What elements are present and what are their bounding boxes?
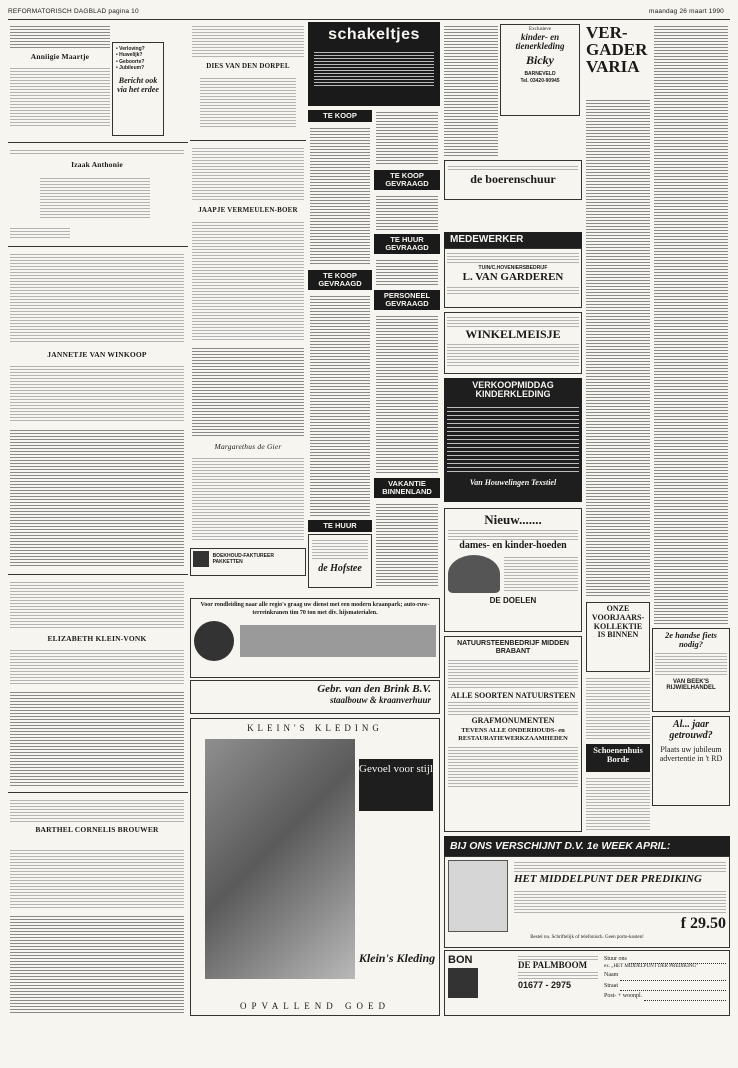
bookhouse-title: BOEKHOUD-FAKTUREER PAKKETTEN xyxy=(212,552,274,565)
brink-tag: staalbouw & kraanverhuur xyxy=(329,695,431,705)
brink-name: Gebr. van den Brink B.V. xyxy=(317,683,431,695)
divider xyxy=(8,142,188,143)
text-block xyxy=(448,700,578,716)
winkelmeisje-ad xyxy=(444,312,582,374)
text-block xyxy=(192,456,304,540)
text-block xyxy=(447,251,579,265)
medewerker-banner: MEDEWERKER xyxy=(444,232,582,248)
notice-box xyxy=(112,42,164,136)
middelpunt-ad xyxy=(444,856,730,948)
coupon-row-street xyxy=(604,981,726,991)
text-block xyxy=(376,314,438,474)
text-block xyxy=(376,194,438,230)
schoenenhuis-logo: Schoenenhuis Borde xyxy=(586,744,650,772)
middelpunt-title: HET MIDDELPUNT DER PREDIKING xyxy=(514,873,702,885)
coupon-row-city xyxy=(604,991,726,1001)
text-block xyxy=(586,676,650,740)
model-photo xyxy=(205,739,355,979)
divider xyxy=(190,140,306,141)
natuur-ad xyxy=(444,636,582,832)
birth-name: Anniigie Maartje xyxy=(30,52,90,61)
section-te-huur-gevraagd: TE HUUR GEVRAAGD xyxy=(374,234,440,254)
divider xyxy=(8,792,188,793)
section-te-koop-gevraagd-b: TE KOOP GEVRAAGD xyxy=(374,170,440,190)
text-block xyxy=(655,651,727,677)
text-block xyxy=(312,538,368,560)
text-block xyxy=(192,220,304,340)
text-block xyxy=(447,404,579,474)
kinder-line1: Exclusieve xyxy=(529,27,551,32)
text-block xyxy=(654,24,728,624)
price-value: 29.50 xyxy=(690,914,726,932)
nieuw-ad xyxy=(444,508,582,632)
text-block xyxy=(10,648,184,684)
voorjaars-title: ONZE VOORJAARS-KOLLEKTIE IS BINNEN xyxy=(591,604,645,640)
elizabeth-name: ELIZABETH KLEIN-VONK xyxy=(47,634,147,643)
text-block xyxy=(40,176,150,220)
text-block xyxy=(444,24,498,156)
notice-slogan: Bericht ook via het erdee xyxy=(117,76,159,94)
brink-logo-icon xyxy=(194,621,234,661)
divider xyxy=(8,574,188,575)
vergader-line3: VARIA xyxy=(586,57,640,76)
text-block xyxy=(518,970,598,980)
crane-ad xyxy=(190,598,440,678)
klein-ad xyxy=(190,718,440,1016)
brink-ad xyxy=(190,680,440,714)
section-te-huur: TE HUUR xyxy=(308,520,372,532)
page-header-right: maandag 26 maart 1990 xyxy=(648,8,724,15)
text-block xyxy=(192,146,304,202)
text-block xyxy=(10,364,184,422)
text-block xyxy=(447,285,579,295)
klein-slogan: Gevoel voor stijl xyxy=(359,759,433,811)
kinder-brand: Bicky xyxy=(526,53,554,68)
section-te-koop-gevraagd: TE KOOP GEVRAAGD xyxy=(308,270,372,290)
text-block xyxy=(376,258,438,286)
section-te-koop: TE KOOP xyxy=(308,110,372,122)
text-block xyxy=(376,110,438,166)
kinder-line2: kinder- en xyxy=(520,32,560,43)
text-block xyxy=(192,24,304,58)
crane-text: Voor rondleiding naar alle regio's graag uw dienst met een modern kraanpark; auto-ruw-terreinkranen tim 70 ton met div. hijsmaterialen. xyxy=(200,602,430,616)
text-block xyxy=(448,658,578,688)
beeks-name: VAN BEEK'S RIJWIELHANDEL xyxy=(666,678,716,691)
vergader-line2: GADER xyxy=(586,40,648,59)
section-personeel: PERSONEEL GEVRAAGD xyxy=(374,290,440,310)
text-block xyxy=(586,98,650,598)
verkoop-slogan: Van Houwelingen Texstiel xyxy=(469,477,557,487)
schakeltjes-header xyxy=(308,22,440,106)
bullet-item: • Geboorte? xyxy=(116,58,145,65)
jubileum-sub: Plaats uw jubileum advertentie in 't RD xyxy=(659,745,723,764)
jubileum-ad xyxy=(652,716,730,806)
text-block xyxy=(10,914,184,1014)
coupon-label: Post- + woonpl. xyxy=(604,992,643,999)
gardener-subtitle: TUIN/C.HOVENIERSBEDRIJF xyxy=(478,265,548,271)
natuur-line3: TEVENS ALLE ONDERHOUDS- en RESTAURATIEWERKZAAMHEDEN xyxy=(458,727,568,742)
nieuw-title: Nieuw....... xyxy=(484,512,542,527)
bookhouse-logo-icon xyxy=(193,551,209,567)
fiets-title: 2e handse fiets nodig? xyxy=(665,630,717,649)
bookhouse-ad xyxy=(190,548,306,576)
bullet-item: • Huwelijk? xyxy=(116,52,143,59)
coupon-label: Stuur ons xyxy=(604,956,627,962)
verkoop-title: VERKOOPMIDDAG KINDERKLEDING xyxy=(472,380,554,400)
hat-icon xyxy=(448,555,500,593)
name-field[interactable] xyxy=(620,970,726,980)
jaapje-name: JAAPJE VERMEULEN-BOER xyxy=(198,206,298,214)
vergader-varia-header xyxy=(586,24,650,94)
page-header-left: REFORMATORISCH DAGBLAD pagina 10 xyxy=(8,8,139,15)
text-block xyxy=(504,555,578,593)
text-block xyxy=(447,315,579,327)
divider xyxy=(8,246,188,247)
dorpel-name: DIES VAN DEN DORPEL xyxy=(206,62,290,70)
text-block xyxy=(376,502,438,588)
text-block xyxy=(314,50,434,86)
barthel-name: BARTHEL CORNELIS BROUWER xyxy=(35,825,159,834)
publisher-name: DE PALMBOOM xyxy=(518,960,588,970)
coupon-suffix: ex. „HET MIDDELPUNT DER PREDIKING" xyxy=(604,964,699,970)
klein-bottom: OPVALLEND GOED xyxy=(239,1001,391,1011)
natuur-line1: ALLE SOORTEN NATUURSTEEN xyxy=(450,691,576,701)
text-block xyxy=(10,252,184,344)
text-block xyxy=(10,580,184,628)
vergader-line1: VER- xyxy=(586,23,628,42)
middelpunt-price xyxy=(514,915,726,933)
text-block xyxy=(10,798,184,822)
city-field[interactable] xyxy=(644,991,726,1001)
header-rule xyxy=(8,19,730,20)
klein-top: KLEIN'S KLEDING xyxy=(247,723,383,733)
hofstee-ad xyxy=(308,534,372,588)
text-block xyxy=(10,690,184,786)
text-block xyxy=(310,126,370,266)
section-vakantie-binnenland: VAKANTIE BINNENLAND xyxy=(374,478,440,498)
natuur-line2: GRAFMONUMENTEN xyxy=(471,716,555,726)
winkelmeisje-title: WINKELMEISJE xyxy=(465,327,561,341)
text-block xyxy=(514,860,726,872)
hofstee-logo: de Hofstee xyxy=(318,563,362,574)
kinder-ad xyxy=(500,24,580,116)
text-block xyxy=(10,66,110,126)
street-field[interactable] xyxy=(620,981,726,991)
boerenschuur-title: de boerenschuur xyxy=(470,172,556,186)
coupon-row-qty xyxy=(604,954,726,964)
gardener-ad xyxy=(444,248,582,308)
nieuw-store: DE DOELEN xyxy=(489,596,537,605)
text-block xyxy=(586,776,650,832)
text-block xyxy=(192,346,304,436)
text-block xyxy=(10,848,184,908)
text-block xyxy=(447,342,579,366)
voorjaars-ad xyxy=(586,602,650,672)
kinder-city: BARNEVELD xyxy=(524,71,556,78)
bon-label: BON xyxy=(448,954,473,966)
middelpunt-banner: BIJ ONS VERSCHIJNT D.V. 1e WEEK APRIL: xyxy=(444,836,730,856)
izaak-name: Izaak Anthonie xyxy=(71,160,123,169)
klein-logo: Klein's Kleding xyxy=(358,951,436,965)
margarethus-name: Margarethus de Gier xyxy=(214,442,282,451)
jubileum-title: Al... jaar getrouwd? xyxy=(669,719,713,741)
coupon-label: Straat xyxy=(604,982,618,989)
fiets-ad xyxy=(652,628,730,712)
text-block xyxy=(10,148,184,156)
publisher-phone: 01677 - 2975 xyxy=(518,980,572,990)
text-block xyxy=(200,76,296,128)
bullet-item: • Jubileum? xyxy=(116,64,145,71)
natuur-title: NATUURSTEENBEDRIJF MIDDEN BRABANT xyxy=(457,640,569,655)
text-block xyxy=(10,226,70,240)
coupon-row-name xyxy=(604,970,726,980)
palmboom-logo-icon xyxy=(448,968,478,998)
text-block xyxy=(448,164,578,172)
kinder-phone: Tel. 03420-90945 xyxy=(520,77,560,84)
nieuw-sub: dames- en kinder-hoeden xyxy=(459,540,567,551)
text-block xyxy=(10,24,110,48)
order-note: Bestel nu. Schriftelijk of telefonisch. Geen porto-kosten! xyxy=(530,934,644,940)
text-block xyxy=(448,528,578,540)
bullet-item: • Verloving? xyxy=(116,46,145,52)
gardener-name: L. VAN GARDEREN xyxy=(462,271,564,284)
text-block xyxy=(514,889,726,915)
book-cover xyxy=(448,860,508,932)
verkoop-ad xyxy=(444,378,582,502)
boerenschuur-ad xyxy=(444,160,582,200)
text-block xyxy=(310,294,370,516)
schakeltjes-title: schakeltjes xyxy=(328,26,420,43)
qty-field[interactable] xyxy=(629,954,726,964)
coupon-label: Naam xyxy=(604,972,619,979)
order-coupon xyxy=(444,950,730,1016)
text-block xyxy=(448,745,578,789)
price-prefix: f xyxy=(680,914,686,932)
text-block xyxy=(10,428,184,568)
jannetje-name: JANNETJE VAN WINKOOP xyxy=(47,350,147,359)
crane-illustration xyxy=(240,625,436,657)
kinder-line3: tienerkleding xyxy=(515,41,565,52)
